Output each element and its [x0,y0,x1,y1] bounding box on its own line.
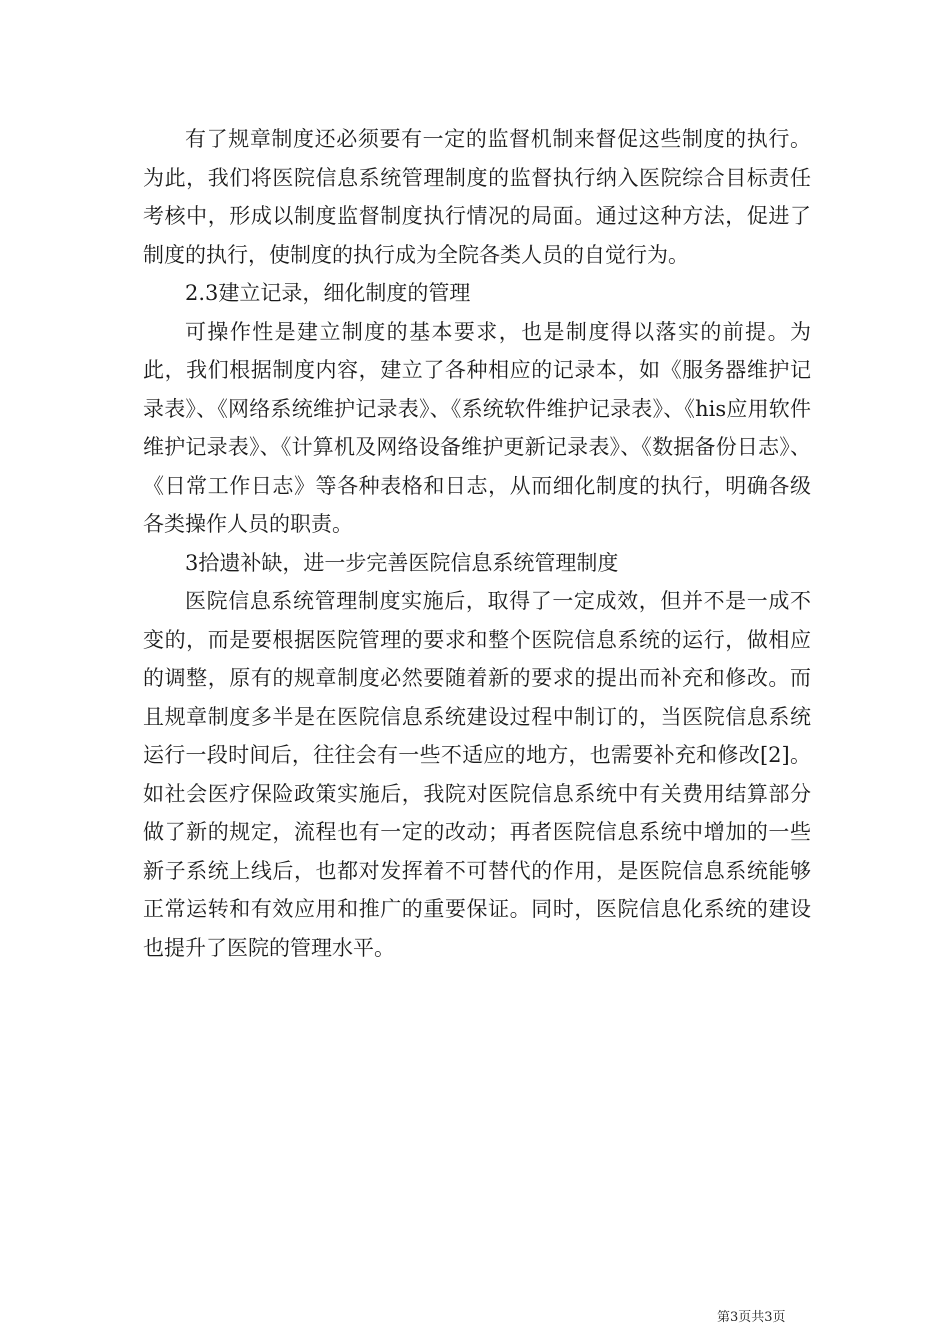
paragraph-improvement: 医院信息系统管理制度实施后，取得了一定成效，但并不是一成不变的，而是要根据医院管理的要求和整个医院信息系统的运行，做相应的调整，原有的规章制度必然要随着新的要求的提出而补充和修改。而且规章制度多半是在医院信息系统建设过程中制订的，当医院信息系统运行一段时间后，往往会有一些不适应的地方，也需要补充和修改[2]。如社会医疗保险政策实施后，我院对医院信息系统中有关费用结算部分做了新的规定，流程也有一定的改动；再者医院信息系统中增加的一些新子系统上线后，也都对发挥着不可替代的作用，是医院信息系统能够正常运转和有效应用和推广的重要保证。同时，医院信息化系统的建设也提升了医院的管理水平。 [143,589,811,960]
section-heading-3: 3拾遗补缺，进一步完善医院信息系统管理制度 [185,550,619,575]
section-heading-2-3: 2.3建立记录，细化制度的管理 [185,281,471,305]
paragraph-supervision: 有了规章制度还必须要有一定的监督机制来督促这些制度的执行。为此，我们将医院信息系统管理制度的监督执行纳入医院综合目标责任考核中，形成以制度监督制度执行情况的局面。通过这种方法，促进了制度的执行，使制度的执行成为全院各类人员的自觉行为。 [143,127,811,267]
paragraph-records: 可操作性是建立制度的基本要求，也是制度得以落实的前提。为此，我们根据制度内容，建立了各种相应的记录本，如《服务器维护记录表》、《网络系统维护记录表》、《系统软件维护记录表》、《his应用软件维护记录表》、《计算机及网络设备维护更新记录表》、《数据备份日志》、《日常工作日志》等各种表格和日志，从而细化制度的执行，明确各级各类操作人员的职责。 [143,319,811,536]
document-body [143,120,811,967]
page-number-footer: 第3页共3页 [717,1310,786,1325]
